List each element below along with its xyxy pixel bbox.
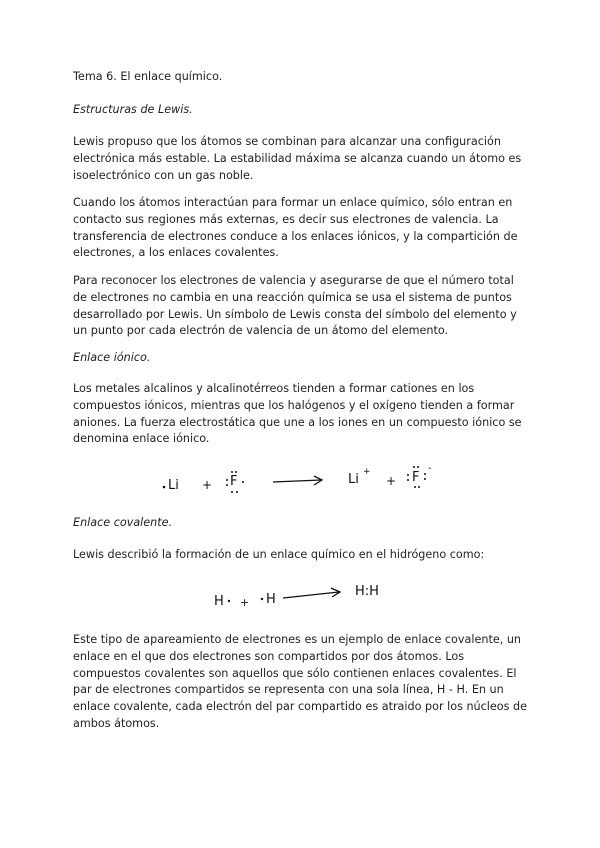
li-symbol: Li (168, 478, 179, 493)
paragraph-ionic: Los metales alcalinos y alcalinotérreos tienden a formar cationes en los compuestos iónicos, mientras que los halógenos y el oxígeno tienden a formar aniones. La fuerza electrostática que une a los iones en un compuesto iónico se denomina enlace iónico. (73, 382, 522, 446)
paragraph-covalent: Este tipo de apareamiento de electrones es un ejemplo de enlace covalente, un enlace en el que dos electrones son compartidos por dos átomos. Los compuestos covalentes son aquellos que sólo contienen enlaces covalentes. El par de electrones compartidos se representa con una sola línea, H - H. En un enlace covalente, cada electrón del par compartido es atraido por los núcleos de ambos átomos. (73, 633, 528, 730)
ionic-heading: Enlace iónico. (73, 351, 151, 364)
plus-sign: + (240, 596, 250, 609)
electron-dot (228, 600, 230, 602)
paragraph-lewis-intro: Lewis propuso que los átomos se combinan para alcanzar una configuración electrónica más estable. La estabilidad máxima se alcanza cuando un átomo es isoelectrónico con un gas noble. (73, 135, 522, 182)
f-symbol: F (230, 474, 238, 489)
f-charge: - (428, 463, 432, 474)
h-symbol: H (214, 594, 224, 609)
electron-dot (261, 598, 263, 600)
covalent-heading: Enlace covalente. (73, 516, 173, 529)
page-title: Tema 6. El enlace químico. (73, 70, 223, 83)
f-ion-symbol: F (412, 470, 420, 485)
paragraph-lewis-dots: Para reconocer los electrones de valencia y asegurarse de que el número total de electrones no cambia en una reacción química se usa el sistema de puntos desarrollado por Lewis. Un símbolo de Lewis consta del símbolo del elemento y un punto por cada electrón de valencia de un átomo del elemento. (73, 274, 517, 338)
li-charge: + (363, 467, 371, 477)
reaction-arrow (283, 592, 339, 598)
plus-sign: + (386, 474, 397, 488)
li-ion-symbol: Li (348, 472, 359, 487)
plus-sign: + (202, 478, 213, 492)
lewis-heading: Estructuras de Lewis. (73, 103, 193, 116)
paragraph-valence: Cuando los átomos interactúan para formar un enlace químico, sólo entran en contacto sus regiones más externas, es decir sus electrones de valencia. La transferencia de electrones conduce a los enlaces iónicos, y la compartición de electrones, a los enlaces covalentes. (73, 196, 518, 260)
h-symbol: H (266, 592, 276, 607)
h2-molecule: H:H (355, 584, 379, 599)
paragraph-hydrogen: Lewis describió la formación de un enlace químico en el hidrógeno como: (73, 548, 485, 561)
